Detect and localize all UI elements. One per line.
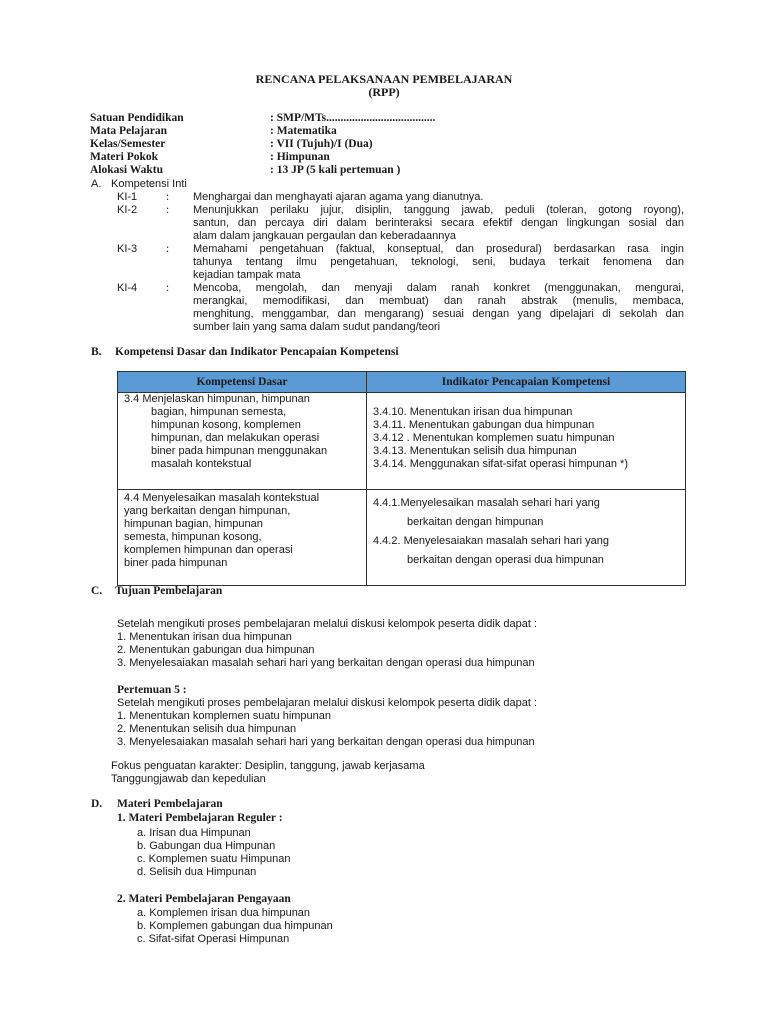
- ki-text: sumber lain yang sama dalam sudut pandang/teori: [193, 321, 441, 333]
- kd-line: biner pada himpunan menggunakan: [151, 445, 328, 457]
- identity-label: Satuan Pendidikan: [90, 112, 184, 124]
- kd-cell: [118, 490, 367, 586]
- objective-item: 2. Menentukan selisih dua himpunan: [117, 723, 297, 735]
- indicator-line: 3.4.12 . Menentukan komplemen suatu himpunan: [373, 432, 615, 444]
- material-subheading: 2. Materi Pembelajaran Pengayaan: [117, 893, 291, 905]
- table-row: [118, 490, 686, 586]
- character-focus: Tanggungjawab dan kepedulian: [111, 773, 266, 785]
- ki-code: KI-2: [117, 204, 138, 216]
- indicator-line: berkaitan dengan operasi dua himpunan: [407, 554, 604, 566]
- ki-text: Mencoba, mengolah, dan menyaji dalam ranah konkret (menggunakan, mengurai,: [193, 282, 684, 294]
- section-marker: C.: [91, 585, 103, 597]
- identity-label: Kelas/Semester: [90, 138, 166, 150]
- kd-line: semesta, himpunan kosong,: [124, 531, 262, 543]
- identity-label: Mata Pelajaran: [90, 125, 167, 137]
- material-item: a. Irisan dua Himpunan: [137, 827, 251, 839]
- ki-text: alam dalam jangkauan pergaulan dan keberadaannya: [193, 230, 456, 242]
- ki-colon: :: [166, 204, 170, 216]
- ki-text: tahunya tentang ilmu pengetahuan, teknologi, seni, budaya terkait fenomena dan: [193, 256, 684, 268]
- character-focus: Fokus penguatan karakter: Desiplin, tanggung, jawab kerjasama: [111, 760, 425, 772]
- section-marker: D.: [91, 798, 103, 810]
- identity-value: : SMP/MTs......................................: [270, 112, 436, 124]
- section-heading: Materi Pembelajaran: [117, 798, 223, 810]
- identity-value: : VII (Tujuh)/I (Dua): [270, 138, 373, 150]
- ki-colon: :: [166, 282, 170, 294]
- objective-item: 1. Menentukan irisan dua himpunan: [117, 631, 292, 643]
- indicator-line: 4.4.2. Menyelesaiakan masalah sehari hari yang: [373, 535, 610, 547]
- table-header-kd: Kompetensi Dasar: [118, 372, 367, 393]
- meeting-heading: Pertemuan 5 :: [117, 684, 187, 696]
- indicator-cell: [367, 393, 686, 490]
- kd-line: himpunan bagian, himpunan: [124, 518, 263, 530]
- objective-intro: Setelah mengikuti proses pembelajaran melalui diskusi kelompok peserta didik dapat :: [117, 697, 538, 709]
- kd-line: bagian, himpunan semesta,: [151, 406, 287, 418]
- indicator-line: 3.4.14. Menggunakan sifat-sifat operasi himpunan *): [373, 458, 628, 470]
- kd-line: yang berkaitan dengan himpunan,: [124, 505, 291, 517]
- material-subheading: 1. Materi Pembelajaran Reguler :: [117, 812, 283, 824]
- identity-value: : Matematika: [270, 125, 337, 137]
- identity-value: : 13 JP (5 kali pertemuan ): [270, 164, 401, 176]
- objective-item: 1. Menentukan komplemen suatu himpunan: [117, 710, 332, 722]
- objective-item: 3. Menyelesaiakan masalah sehari hari yang berkaitan dengan operasi dua himpunan: [117, 736, 535, 748]
- document-title: RENCANA PELAKSANAAN PEMBELAJARAN: [255, 72, 513, 86]
- kd-line: himpunan, dan melakukan operasi: [151, 432, 320, 444]
- ki-text: Menghargai dan menghayati ajaran agama yang dianutnya.: [193, 191, 484, 203]
- ki-code: KI-4: [117, 282, 138, 294]
- identity-label: Alokasi Waktu: [90, 164, 163, 176]
- indicator-cell: [367, 490, 686, 586]
- indicator-line: 4.4.1.Menyelesaikan masalah sehari hari yang: [373, 497, 600, 509]
- indicator-line: 3.4.10. Menentukan irisan dua himpunan: [373, 406, 573, 418]
- objective-item: 3. Menyelesaiakan masalah sehari hari yang berkaitan dengan operasi dua himpunan: [117, 657, 535, 669]
- identity-label: Materi Pokok: [90, 151, 159, 163]
- material-item: c. Sifat-sifat Operasi Himpunan: [137, 933, 290, 945]
- material-item: a. Komplemen irisan dua himpunan: [137, 907, 311, 919]
- section-heading: Kompetensi Dasar dan Indikator Pencapaian Kompetensi: [115, 346, 399, 358]
- kd-line: 3.4 Menjelaskan himpunan, himpunan: [124, 393, 310, 405]
- ki-code: KI-1: [117, 191, 138, 203]
- material-item: d. Selisih dua Himpunan: [137, 866, 257, 878]
- material-item: b. Komplemen gabungan dua himpunan: [137, 920, 333, 932]
- ki-text: kejadian tampak mata: [193, 269, 301, 281]
- ki-text: Menunjukkan perilaku jujur, disiplin, tanggung jawab, peduli (toleran, gotong royong),: [193, 204, 684, 216]
- material-item: b. Gabungan dua Himpunan: [137, 840, 276, 852]
- section-marker: A.: [91, 178, 102, 190]
- document-subtitle: (RPP): [368, 85, 400, 99]
- indicator-line: berkaitan dengan himpunan: [407, 516, 544, 528]
- identity-value: : Himpunan: [270, 151, 330, 163]
- indicator-line: 3.4.13. Menentukan selisih dua himpunan: [373, 445, 577, 457]
- ki-colon: :: [166, 243, 170, 255]
- kd-line: masalah kontekstual: [151, 458, 252, 470]
- competency-table: [117, 371, 686, 586]
- kd-line: 4.4 Menyelesaikan masalah kontekstual: [124, 492, 320, 504]
- table-row: [118, 393, 686, 490]
- section-heading: Tujuan Pembelajaran: [115, 585, 223, 597]
- indicator-line: 3.4.11. Menentukan gabungan dua himpunan: [373, 419, 595, 431]
- kd-cell: [118, 393, 367, 490]
- ki-code: KI-3: [117, 243, 138, 255]
- section-marker: B.: [91, 346, 102, 358]
- ki-text: menghitung, menggambar, dan mengarang) sesuai dengan yang dipelajari di sekolah dan: [193, 308, 684, 320]
- ki-text: santun, dan percaya diri dalam berinteraksi secara efektif dengan lingkungan sosial dan: [193, 217, 684, 229]
- objective-item: 2. Menentukan gabungan dua himpunan: [117, 644, 315, 656]
- kd-line: himpunan kosong, komplemen: [151, 419, 301, 431]
- ki-colon: :: [166, 191, 170, 203]
- ki-text: merangkai, memodifikasi, dan membuat) dan ranah abstrak (menulis, membaca,: [193, 295, 684, 307]
- section-heading: Kompetensi Inti: [111, 178, 187, 190]
- table-header-row: [118, 372, 686, 393]
- material-item: c. Komplemen suatu Himpunan: [137, 853, 291, 865]
- table-header-indicator: Indikator Pencapaian Kompetensi: [367, 372, 686, 393]
- kd-line: biner pada himpunan: [124, 557, 228, 569]
- objective-intro: Setelah mengikuti proses pembelajaran melalui diskusi kelompok peserta didik dapat :: [117, 618, 538, 630]
- kd-line: komplemen himpunan dan operasi: [124, 544, 293, 556]
- ki-text: Memahami pengetahuan (faktual, konseptual, dan prosedural) berdasarkan rasa ingin: [193, 243, 684, 255]
